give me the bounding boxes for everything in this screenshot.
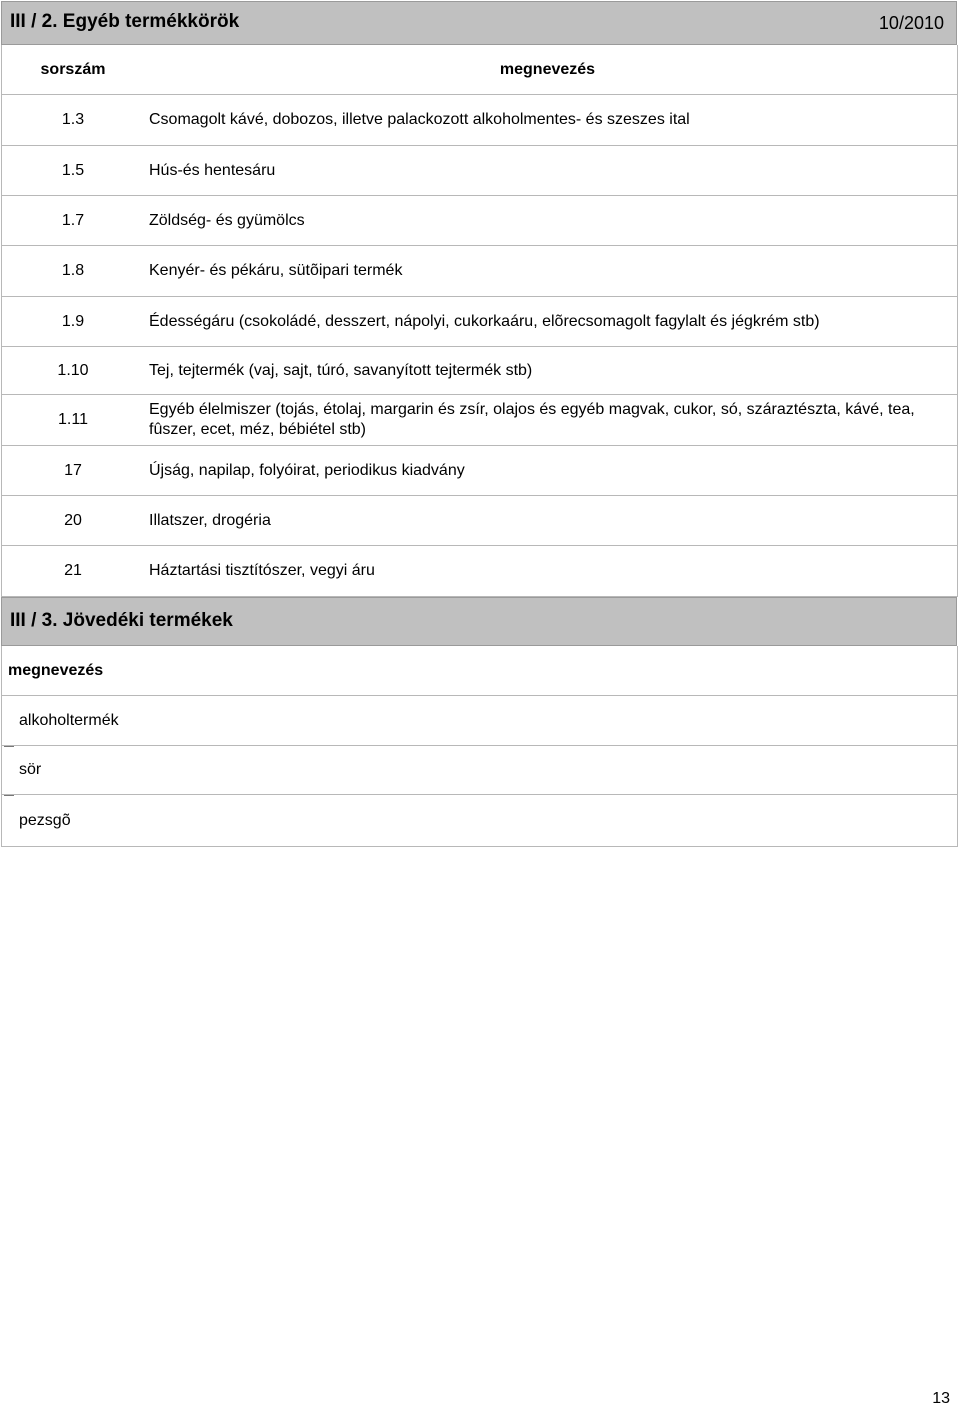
row-number: 1.9 — [61, 312, 85, 330]
table-row — [1, 696, 958, 746]
row-name: pezsgõ — [19, 811, 71, 829]
row-number: 1.8 — [61, 262, 85, 279]
section2-header — [1, 1, 957, 45]
row-number: 20 — [64, 511, 82, 529]
dash-mark — [4, 746, 14, 747]
table-row — [1, 95, 958, 146]
row-name: Csomagolt kávé, dobozos, illetve palackozott alkoholmentes- és szeszes ital — [149, 111, 690, 128]
table-row — [1, 196, 958, 246]
section3-title: III / 3. Jövedéki termékek — [10, 610, 233, 631]
table-row — [1, 347, 958, 395]
row-number: 1.5 — [61, 161, 85, 179]
row-name: Újság, napilap, folyóirat, periodikus kiadvány — [149, 461, 465, 479]
row-name: Zöldség- és gyümölcs — [149, 211, 305, 229]
row-name: Kenyér- és pékáru, sütõipari termék — [149, 262, 403, 279]
column-header-name: megnevezés — [499, 60, 596, 78]
row-name: Édességáru (csokoládé, desszert, nápolyi, cukorkaáru, elõrecsomagolt fagylalt és jégkrém stb) — [149, 312, 820, 330]
row-number: 1.11 — [58, 411, 88, 428]
table-row — [1, 496, 958, 546]
row-name: sör — [19, 761, 42, 778]
dash-mark — [4, 795, 14, 796]
table-row — [1, 546, 958, 597]
section2-date: 10/2010 — [878, 13, 944, 33]
table-row — [1, 246, 958, 297]
row-number: 21 — [64, 562, 82, 579]
row-name: Illatszer, drogéria — [149, 511, 271, 529]
section3-header — [1, 597, 957, 646]
section3-column-header-row — [1, 646, 958, 696]
row-number: 17 — [64, 461, 82, 479]
section2-column-header-row — [1, 45, 958, 95]
row-number: 1.7 — [61, 211, 85, 229]
table-row — [1, 446, 958, 496]
table-row — [1, 395, 958, 446]
row-number: 1.10 — [57, 361, 89, 379]
table-row — [1, 795, 958, 847]
row-name: Egyéb élelmiszer (tojás, étolaj, margarin és zsír, olajos és egyéb magvak, cukor, só, száraztészta, kávé, tea, fûszer, ecet, méz, bébiétel stb) — [149, 401, 915, 438]
row-name: Hús-és hentesáru — [149, 161, 276, 179]
row-name: Háztartási tisztítószer, vegyi áru — [149, 562, 375, 579]
section2-title: III / 2. Egyéb termékkörök — [10, 11, 240, 32]
table-row — [1, 146, 958, 196]
column-header-name: megnevezés — [8, 661, 104, 679]
table-row — [1, 297, 958, 347]
row-name: alkoholtermék — [19, 711, 119, 729]
row-name: Tej, tejtermék (vaj, sajt, túró, savanyított tejtermék stb) — [149, 361, 533, 379]
table-row — [1, 746, 958, 795]
page-number: 13 — [932, 1390, 950, 1407]
column-header-number: sorszám — [40, 60, 106, 78]
row-number: 1.3 — [61, 111, 85, 128]
